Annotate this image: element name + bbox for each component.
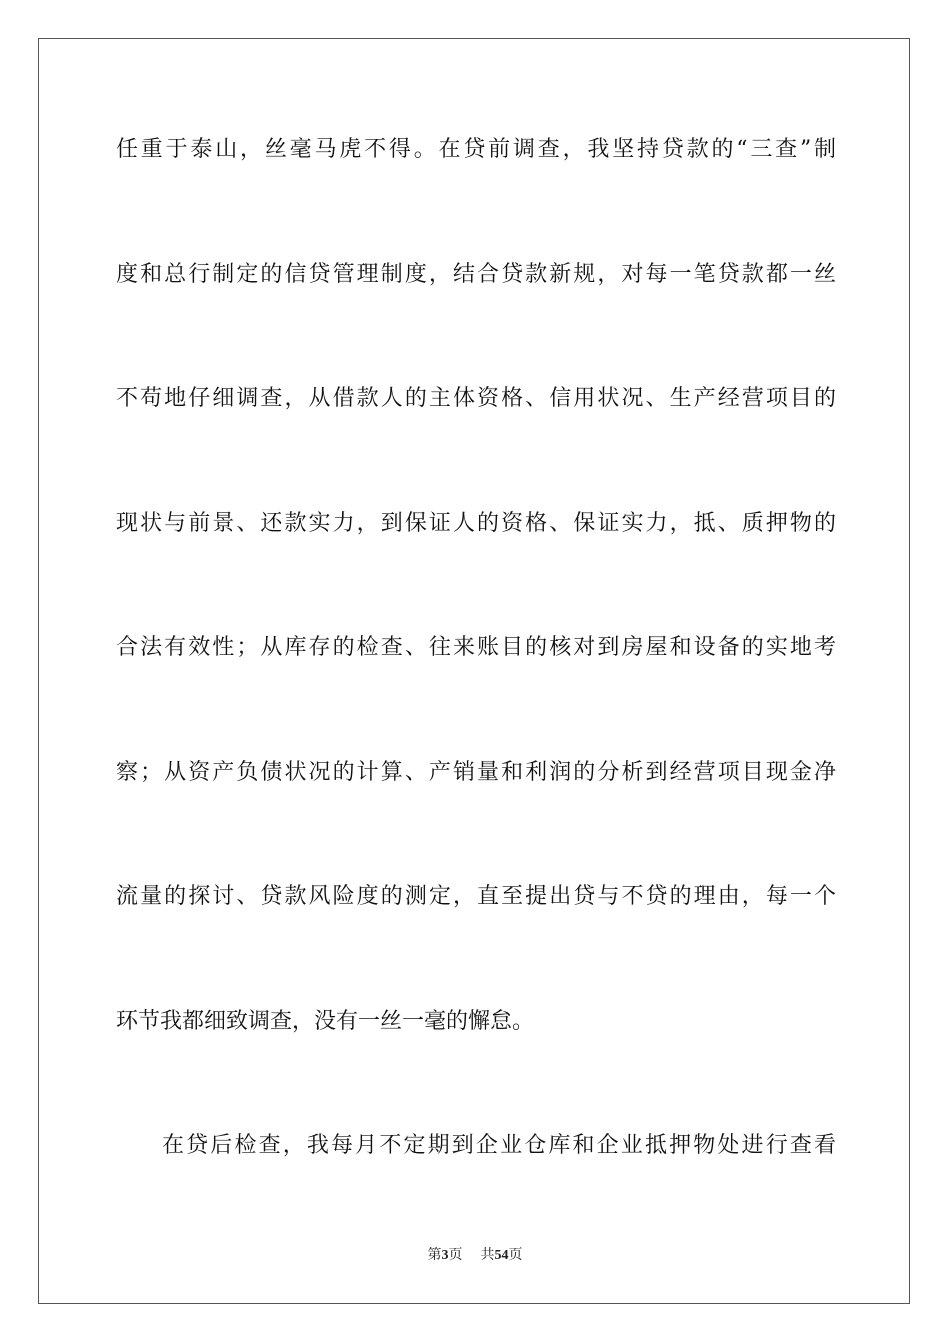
body-text-line: 度和总行制定的信贷管理制度，结合贷款新规，对每一笔贷款都一丝 bbox=[116, 262, 836, 287]
page-border bbox=[38, 38, 910, 1304]
body-text-line: 任重于泰山，丝毫马虎不得。在贷前调查，我坚持贷款的“三查”制 bbox=[116, 137, 836, 162]
page-number: 3 bbox=[441, 1248, 449, 1263]
body-text-line: 环节我都细致调查，没有一丝一毫的懈怠。 bbox=[116, 1009, 535, 1034]
body-text-line: 察；从资产负债状况的计算、产销量和利润的分析到经营项目现金净 bbox=[116, 760, 836, 785]
paragraph-start-line: 在贷后检查，我每月不定期到企业仓库和企业抵押物处进行查看 bbox=[162, 1133, 836, 1158]
body-text-line: 现状与前景、还款实力，到保证人的资格、保证实力，抵、质押物的 bbox=[116, 511, 836, 536]
body-text-line: 合法有效性；从库存的检查、往来账目的核对到房屋和设备的实地考 bbox=[116, 635, 836, 660]
total-pages: 54 bbox=[494, 1248, 509, 1263]
page-prefix: 第 bbox=[427, 1247, 442, 1263]
page-suffix: 页 bbox=[448, 1247, 463, 1263]
page-footer bbox=[0, 1244, 950, 1264]
body-text-line: 不苟地仔细调查，从借款人的主体资格、信用状况、生产经营项目的 bbox=[116, 386, 836, 411]
body-text-line: 流量的探讨、贷款风险度的测定，直至提出贷与不贷的理由，每一个 bbox=[116, 884, 836, 909]
total-prefix: 共 bbox=[480, 1247, 495, 1263]
total-suffix: 页 bbox=[508, 1247, 523, 1263]
